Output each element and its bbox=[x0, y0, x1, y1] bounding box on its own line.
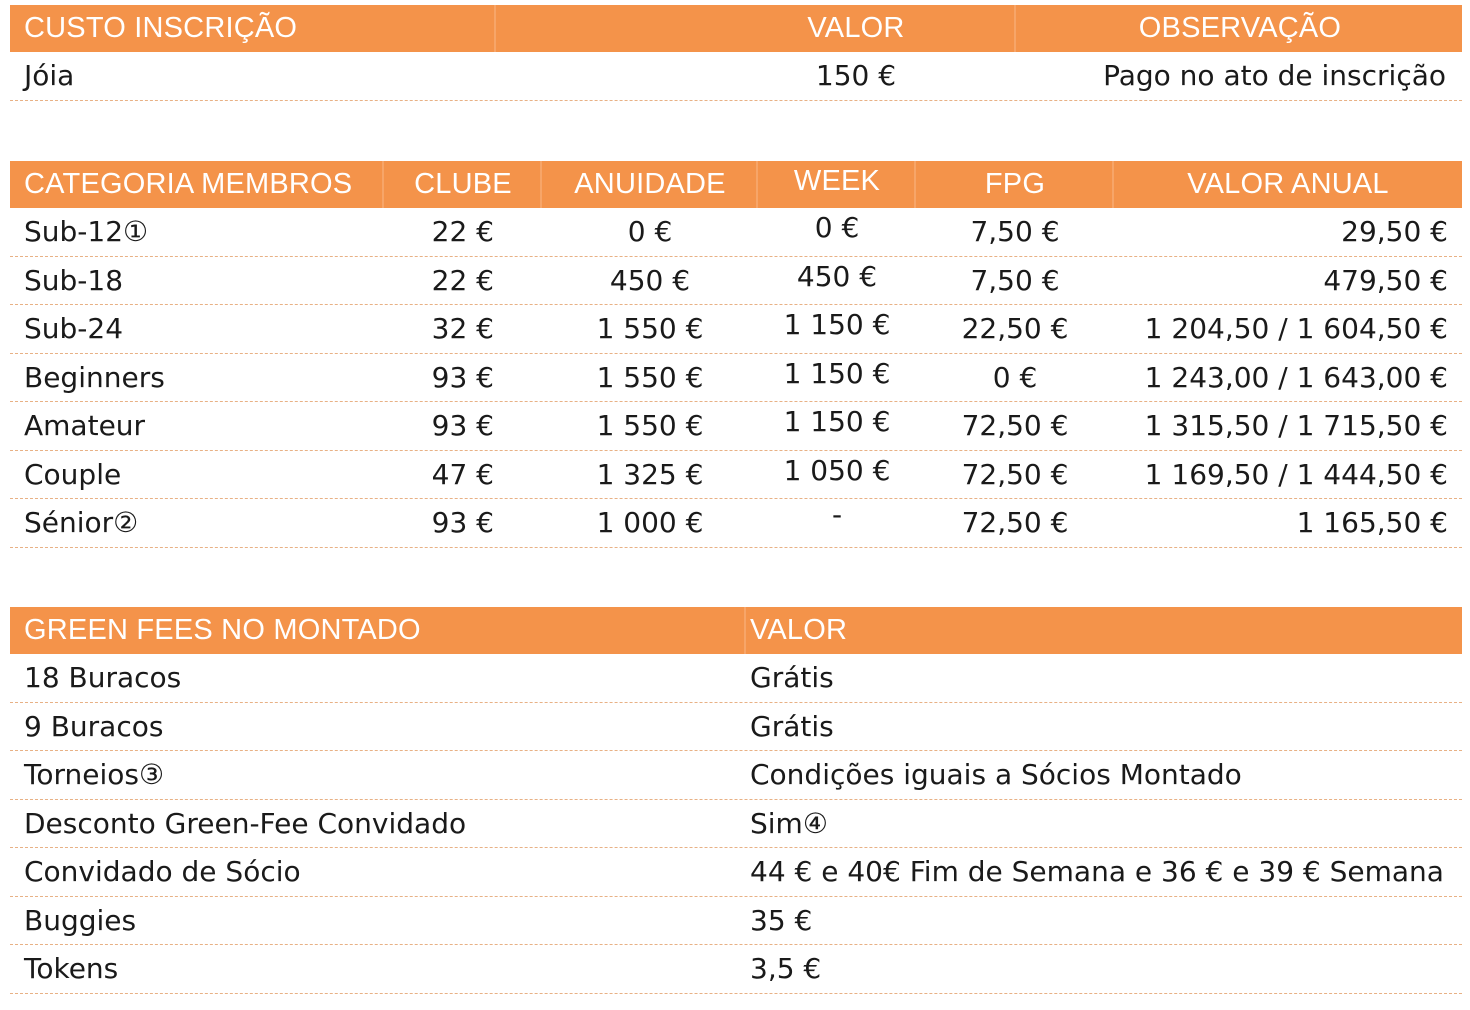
row-valor-anual: 1 204,50 / 1 604,50 € bbox=[1144, 312, 1448, 345]
row-valor-anual: 1 169,50 / 1 444,50 € bbox=[1144, 457, 1448, 491]
row-week: - bbox=[831, 498, 843, 531]
row-clube: 47 € bbox=[431, 457, 494, 491]
row-valor: Grátis bbox=[750, 661, 834, 694]
row-anuidade: 1 550 € bbox=[596, 409, 704, 442]
table-row bbox=[10, 257, 1462, 306]
header-divider bbox=[382, 161, 384, 208]
row-item: Convidado de Sócio bbox=[24, 855, 301, 888]
row-valor-anual: 29,50 € bbox=[1341, 215, 1448, 248]
row-valor-anual: 479,50 € bbox=[1323, 263, 1448, 297]
row-item: 9 Buracos bbox=[24, 709, 164, 743]
table-row bbox=[10, 499, 1462, 548]
row-clube: 93 € bbox=[431, 506, 494, 539]
row-anuidade: 1 325 € bbox=[596, 457, 704, 491]
row-valor: Condições iguais a Sócios Montado bbox=[750, 758, 1242, 791]
header-divider bbox=[756, 161, 758, 208]
row-categoria: Sub-24 bbox=[24, 312, 124, 345]
green-fees-table bbox=[10, 607, 1462, 994]
row-week: 1 150 € bbox=[783, 405, 891, 438]
row-categoria: Amateur bbox=[24, 409, 146, 442]
row-valor: 3,5 € bbox=[750, 952, 822, 985]
row-categoria: Beginners bbox=[24, 360, 165, 394]
inscription-cost-table bbox=[10, 5, 1462, 101]
row-valor: 150 € bbox=[815, 59, 897, 92]
row-categoria: Couple bbox=[24, 457, 122, 491]
row-valor: Sim④ bbox=[750, 806, 828, 840]
table-row bbox=[10, 848, 1462, 897]
row-item: Torneios③ bbox=[24, 758, 165, 791]
table-row bbox=[10, 945, 1462, 994]
row-fpg: 72,50 € bbox=[961, 506, 1069, 539]
header-categoria: CATEGORIA MEMBROS bbox=[24, 168, 353, 200]
membership-header bbox=[10, 161, 1462, 208]
membership-table bbox=[10, 161, 1462, 548]
inscription-header bbox=[10, 5, 1462, 52]
table-row bbox=[10, 402, 1462, 451]
header-divider bbox=[914, 161, 916, 208]
table-row bbox=[10, 208, 1462, 257]
table-row bbox=[10, 897, 1462, 946]
table-row bbox=[10, 354, 1462, 403]
row-valor: 44 € e 40€ Fim de Semana e 36 € e 39 € Semana bbox=[750, 855, 1444, 888]
row-week: 1 150 € bbox=[783, 356, 891, 390]
header-week: WEEK bbox=[793, 165, 881, 197]
header-divider bbox=[1014, 5, 1016, 52]
row-week: 450 € bbox=[796, 259, 878, 293]
row-clube: 93 € bbox=[431, 360, 494, 394]
header-valor: VALOR bbox=[750, 614, 848, 646]
header-divider bbox=[540, 161, 542, 208]
row-fpg: 22,50 € bbox=[961, 312, 1069, 345]
table-row bbox=[10, 800, 1462, 849]
row-item: 18 Buracos bbox=[24, 661, 182, 694]
header-custo-inscricao: CUSTO INSCRIÇÃO bbox=[24, 12, 298, 44]
table-row bbox=[10, 305, 1462, 354]
table-row bbox=[10, 703, 1462, 752]
row-anuidade: 0 € bbox=[627, 215, 673, 248]
row-anuidade: 1 550 € bbox=[596, 360, 704, 394]
row-clube: 22 € bbox=[431, 215, 494, 248]
row-valor-anual: 1 315,50 / 1 715,50 € bbox=[1144, 409, 1448, 442]
header-divider bbox=[494, 5, 496, 52]
header-divider bbox=[744, 607, 746, 654]
row-week: 1 050 € bbox=[783, 453, 891, 487]
row-anuidade: 1 000 € bbox=[596, 506, 704, 539]
header-clube: CLUBE bbox=[414, 168, 512, 200]
row-week: 0 € bbox=[814, 211, 860, 244]
row-clube: 22 € bbox=[431, 263, 494, 297]
row-anuidade: 1 550 € bbox=[596, 312, 704, 345]
row-clube: 93 € bbox=[431, 409, 494, 442]
header-valor-anual: VALOR ANUAL bbox=[1187, 168, 1389, 200]
row-valor: Grátis bbox=[750, 709, 834, 743]
table-row bbox=[10, 654, 1462, 703]
header-observacao: OBSERVAÇÃO bbox=[1138, 12, 1342, 44]
row-fpg: 0 € bbox=[992, 360, 1038, 394]
row-fpg: 7,50 € bbox=[970, 215, 1060, 248]
header-valor: VALOR bbox=[807, 12, 905, 44]
row-fpg: 72,50 € bbox=[961, 457, 1069, 491]
row-categoria: Sub-12① bbox=[24, 215, 149, 248]
row-anuidade: 450 € bbox=[609, 263, 691, 297]
row-categoria: Sub-18 bbox=[24, 263, 124, 297]
green-fees-header bbox=[10, 607, 1462, 654]
row-valor: 35 € bbox=[750, 903, 813, 937]
header-anuidade: ANUIDADE bbox=[574, 168, 726, 200]
row-item: Jóia bbox=[24, 59, 75, 92]
row-fpg: 72,50 € bbox=[961, 409, 1069, 442]
row-valor-anual: 1 243,00 / 1 643,00 € bbox=[1144, 360, 1448, 394]
row-fpg: 7,50 € bbox=[970, 263, 1060, 297]
table-row bbox=[10, 52, 1462, 101]
row-categoria: Sénior② bbox=[24, 506, 139, 539]
row-item: Tokens bbox=[24, 952, 119, 985]
header-divider bbox=[1112, 161, 1114, 208]
header-green-fees: GREEN FEES NO MONTADO bbox=[24, 614, 421, 646]
row-item: Desconto Green-Fee Convidado bbox=[24, 806, 467, 840]
header-fpg: FPG bbox=[984, 168, 1046, 200]
table-row bbox=[10, 751, 1462, 800]
row-item: Buggies bbox=[24, 903, 137, 937]
row-valor-anual: 1 165,50 € bbox=[1296, 506, 1448, 539]
table-row bbox=[10, 451, 1462, 500]
row-clube: 32 € bbox=[431, 312, 494, 345]
row-observacao: Pago no ato de inscrição bbox=[1103, 59, 1446, 92]
row-week: 1 150 € bbox=[783, 308, 891, 341]
